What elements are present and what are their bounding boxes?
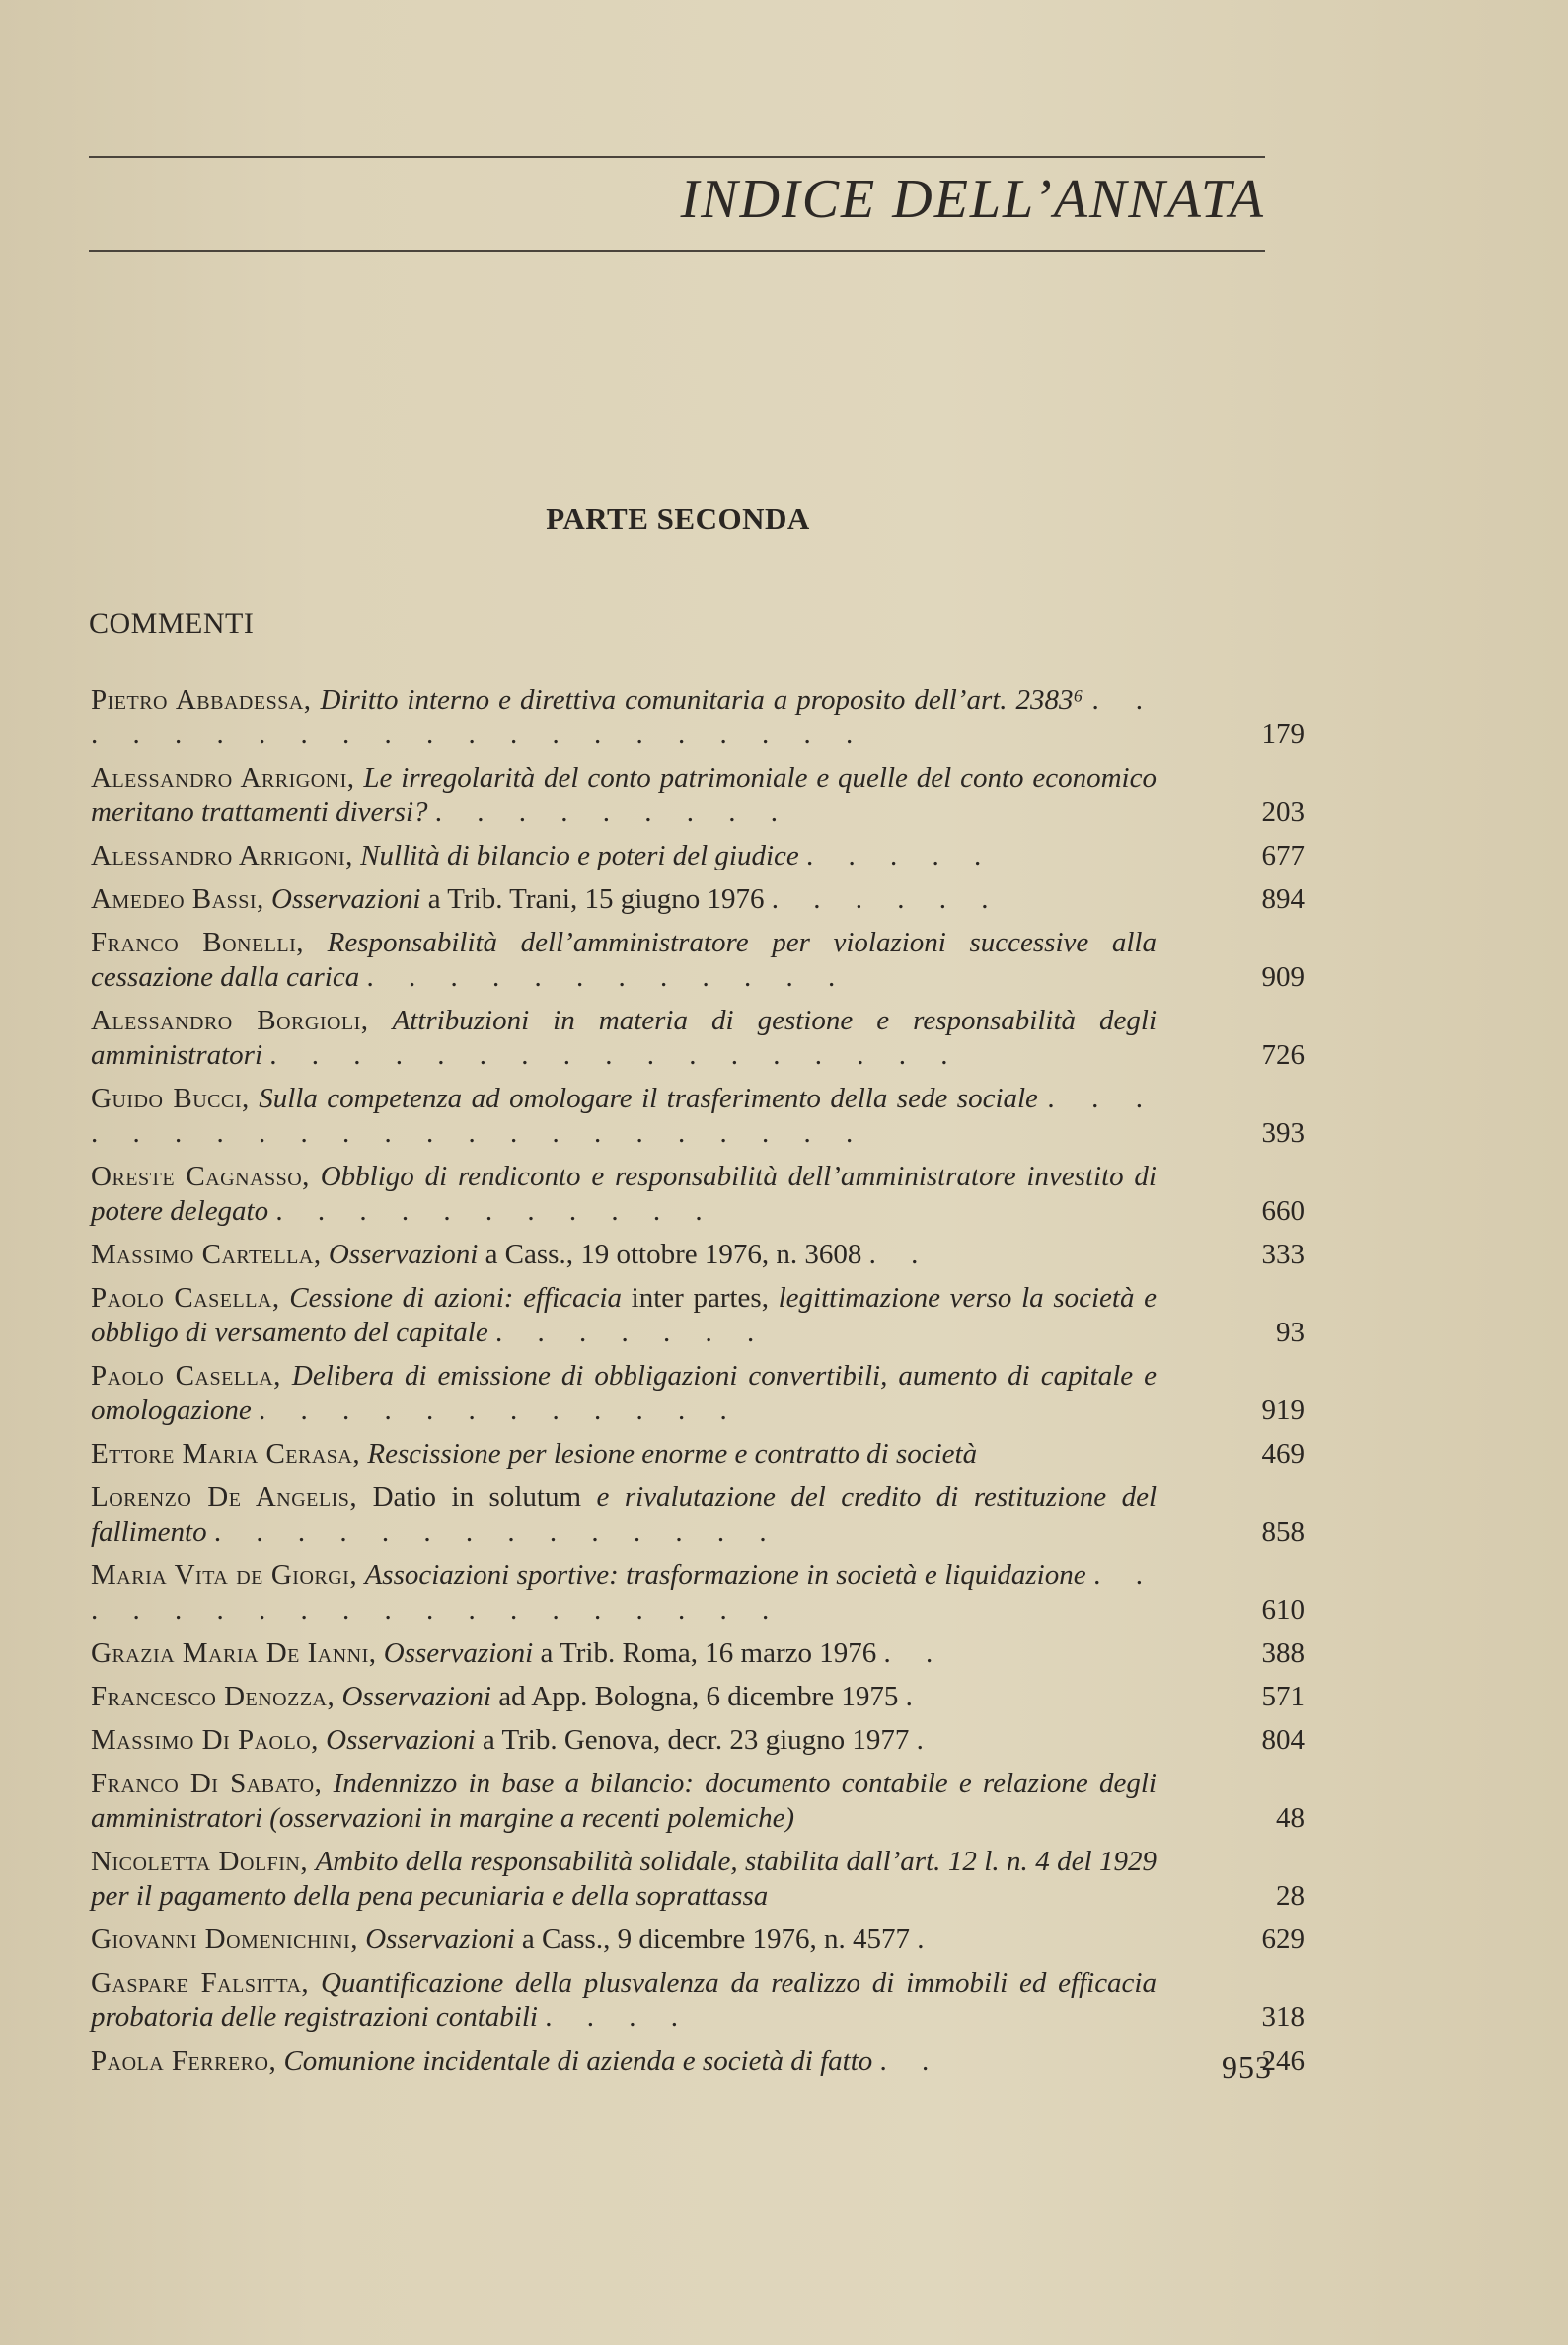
entry-title: Attribuzioni in materia di gestione e responsabilità degli amministratori [91,1005,1157,1071]
entry-page: 93 [1276,1317,1305,1348]
entry-author: Alessandro Arrigoni, [91,762,355,794]
entry-title: Nullità di bilancio e poteri del giudice [360,840,799,871]
entry-page: 610 [1261,1594,1305,1626]
entry-page: 629 [1261,1924,1305,1955]
index-entry [91,1845,1305,1914]
entry-author: Nicoletta Dolfin, [91,1846,309,1877]
index-entry: Guido Bucci, Sulla competenza ad omologare il trasferimento della sede sociale . . . . . . . . . . . . . . . . . . . . . . 393 [91,1083,1305,1149]
entry-author: Franco Di Sabato, [91,1768,323,1799]
entry-author: Paolo Casella, [91,1360,281,1392]
entry-author: Gaspare Falsitta, [91,1967,310,1999]
entry-reference: a Trib. Genova, decr. 23 giugno 1977 [482,1724,910,1756]
index-entry: Alessandro Arrigoni, Le irregolarità del conto patrimoniale e quelle del conto economico meritano trattamenti diversi? . . . . . . . . . 203 [91,762,1305,828]
index-entry [91,1437,1305,1472]
part-title: PARTE SECONDA [546,501,810,536]
index-entry: Paolo Casella, Cessione di azioni: efficacia inter partes, legittimazione verso la società e obbligo di versamento del capitale . . . . . . . 93 [91,1282,1305,1348]
entry-page: 333 [1261,1239,1305,1270]
entry-author: Paola Ferrero, [91,2045,277,2077]
entry-page: 388 [1261,1637,1305,1669]
entry-page: 179 [1261,719,1305,750]
index-entry: Oreste Cagnasso, Obbligo di rendiconto e responsabilità dell’amministratore investito di potere delegato . . . . . . . . . . . 660 [91,1161,1305,1227]
index-title: INDICE DELL’ANNATA [680,169,1265,230]
entry-page: 469 [1261,1438,1305,1470]
entry-page: 919 [1261,1395,1305,1426]
index-entry: Alessandro Arrigoni, Nullità di bilancio e poteri del giudice . . . . . 677 [91,840,1305,871]
entry-title: e rivalutazione del credito di restituzione del fallimento [91,1481,1157,1548]
entry-title: Associazioni sportive: trasformazione in società e liquidazione [364,1559,1086,1591]
index-entry: Alessandro Borgioli, Attribuzioni in materia di gestione e responsabilità degli amministratori . . . . . . . . . . . . . . . . . 726 [91,1005,1305,1071]
entry-title: Ambito della responsabilità solidale, stabilita dall’art. 12 l. n. 4 del 1929 per il pagamento della pena pecuniaria e della soprattassa [91,1846,1157,1912]
index-entry: Francesco Denozza, Osservazioni ad App. Bologna, 6 dicembre 1975 . 571 [91,1681,1305,1712]
entry-title: Le irregolarità del conto patrimoniale e quelle del conto economico meritano trattamenti diversi? [91,762,1157,828]
index-entry: Paolo Casella, Delibera di emissione di obbligazioni convertibili, aumento di capitale e omologazione . . . . . . . . . . . . 919 [91,1360,1305,1426]
entry-title: Sulla competenza ad omologare il trasferimento della sede sociale [259,1083,1038,1114]
entry-author: Paolo Casella, [91,1282,280,1314]
index-entry: Paola Ferrero, Comunione incidentale di azienda e società di fatto . . 246 [91,2045,1305,2077]
index-entry: Giovanni Domenichini, Osservazioni a Cass., 9 dicembre 1976, n. 4577 . 629 [91,1924,1305,1955]
index-entry: Amedeo Bassi, Osservazioni a Trib. Trani, 15 giugno 1976 . . . . . . 894 [91,883,1305,915]
index-entries [91,683,1305,2087]
entry-page: 28 [1276,1880,1305,1912]
entry-author: Alessandro Arrigoni, [91,840,353,871]
entry-author: Massimo Di Paolo, [91,1724,319,1756]
entry-title: Osservazioni [341,1681,491,1712]
entry-page: 48 [1276,1802,1305,1834]
entry-title: Osservazioni [271,883,421,915]
header-rule-bottom [89,250,1265,252]
entry-author: Guido Bucci, [91,1083,250,1114]
entry-author: Alessandro Borgioli, [91,1005,369,1036]
entry-reference: a Trib. Roma, 16 marzo 1976 [540,1637,877,1669]
index-entry: Gaspare Falsitta, Quantificazione della plusvalenza da realizzo di immobili ed efficacia probatoria delle registrazioni contabili . . . . 318 [91,1967,1305,2033]
section-title: COMMENTI [89,607,255,640]
index-entry: Pietro Abbadessa, Diritto interno e direttiva comunitaria a proposito dell’art. 2383⁶ . . . . . . . . . . . . . . . . . . . . . 179 [91,684,1305,750]
index-entry: Massimo Di Paolo, Osservazioni a Trib. Genova, decr. 23 giugno 1977 . 804 [91,1724,1305,1756]
index-entry: Franco Bonelli, Responsabilità dell’amministratore per violazioni successive alla cessazione dalla carica . . . . . . . . . . . . 909 [91,927,1305,993]
entry-page: 393 [1261,1117,1305,1149]
entry-title: Osservazioni [328,1239,479,1270]
entry-reference: a Cass., 9 dicembre 1976, n. 4577 [521,1924,910,1955]
entry-title: Diritto interno e direttiva comunitaria a proposito dell’art. 2383⁶ [320,684,1083,716]
entry-reference: ad App. Bologna, 6 dicembre 1975 [498,1681,899,1712]
entry-page: 318 [1261,2002,1305,2033]
entry-reference: a Trib. Trani, 15 giugno 1976 [427,883,765,915]
entry-author: Maria Vita de Giorgi, [91,1559,358,1591]
entry-author: Amedeo Bassi, [91,883,264,915]
entry-title: Osservazioni [365,1924,515,1955]
index-entry: Massimo Cartella, Osservazioni a Cass., 19 ottobre 1976, n. 3608 . . 333 [91,1239,1305,1270]
entry-title: Comunione incidentale di azienda e società di fatto [283,2045,873,2077]
entry-author: Pietro Abbadessa, [91,684,312,716]
page-number-folio: 953 [1222,2049,1272,2084]
entry-author: Lorenzo De Angelis, [91,1481,358,1513]
header-rule-top [89,156,1265,158]
index-entry: Lorenzo De Angelis, Datio in solutum e rivalutazione del credito di restituzione del fallimento . . . . . . . . . . . . . . 858 [91,1481,1305,1548]
entry-page: 858 [1261,1516,1305,1548]
entry-page: 660 [1261,1195,1305,1227]
entry-title: Cessione di azioni: efficacia [289,1282,622,1314]
entry-title: Delibera di emissione di obbligazioni convertibili, aumento di capitale e omologazione [91,1360,1157,1426]
entry-page: 804 [1261,1724,1305,1756]
entry-author: Giovanni Domenichini, [91,1924,358,1955]
entry-reference: a Cass., 19 ottobre 1976, n. 3608 [485,1239,862,1270]
entry-title: Indennizzo in base a bilancio: documento contabile e relazione degli amministratori (osservazioni in margine a recenti polemiche) [91,1768,1157,1834]
entry-title: Osservazioni [326,1724,476,1756]
index-entry [91,1767,1305,1836]
entry-reference: Datio in solutum [372,1481,582,1513]
entry-page: 909 [1261,961,1305,993]
entry-title: Responsabilità dell’amministratore per violazioni successive alla cessazione dalla carica [91,927,1157,993]
index-entry: Maria Vita de Giorgi, Associazioni sportive: trasformazione in società e liquidazione . . . . . . . . . . . . . . . . . . . 610 [91,1559,1305,1626]
entry-title-continued: legittimazione verso la società e obbligo di versamento del capitale [91,1282,1157,1348]
entry-author: Francesco Denozza, [91,1681,336,1712]
entry-title: Obbligo di rendiconto e responsabilità dell’amministratore investito di potere delegato [91,1161,1157,1227]
entry-author: Grazia Maria De Ianni, [91,1637,377,1669]
entry-title: Osservazioni [383,1637,534,1669]
index-entry: Grazia Maria De Ianni, Osservazioni a Trib. Roma, 16 marzo 1976 . . 388 [91,1637,1305,1669]
entry-author: Ettore Maria Cerasa, [91,1438,361,1470]
entry-author: Franco Bonelli, [91,927,305,958]
entry-page: 726 [1261,1039,1305,1071]
entry-page: 677 [1261,840,1305,871]
entry-page: 571 [1261,1681,1305,1712]
entry-author: Oreste Cagnasso, [91,1161,310,1192]
entry-author: Massimo Cartella, [91,1239,322,1270]
entry-title: Rescissione per lesione enorme e contratto di società [367,1438,978,1470]
entry-page: 203 [1261,796,1305,828]
entry-title: Quantificazione della plusvalenza da realizzo di immobili ed efficacia probatoria delle registrazioni contabili [91,1967,1157,2033]
entry-page: 246 [1261,2045,1305,2077]
entry-page: 894 [1261,883,1305,915]
entry-reference: inter partes, [631,1282,769,1314]
